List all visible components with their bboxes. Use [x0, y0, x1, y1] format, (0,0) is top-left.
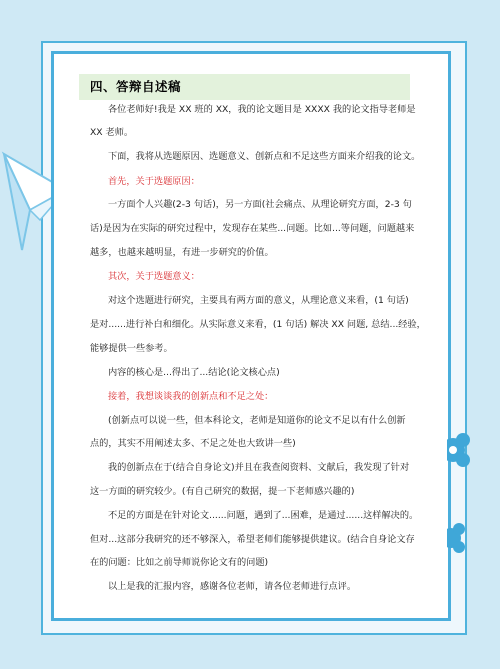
paragraph-line: 我的创新点在于(结合自身论文)并且在我查阅资料、文献后，我发现了针对	[108, 462, 410, 473]
subheading-line: 首先，关于选题原因：	[108, 176, 200, 187]
flower-icon	[447, 520, 471, 556]
paragraph-line: 各位老师好!我是 XX 班的 XX，我的论文题目是 XXXX 我的论文指导老师是	[108, 104, 416, 115]
paragraph-line: 不足的方面是在针对论文......问题，遇到了...困难，是通过......这样解决的。	[108, 510, 419, 521]
paragraph-line: (创新点可以说一些，但本科论文，老师是知道你的论文不足以有什么创新	[108, 415, 406, 426]
paragraph-line: 是对......进行补白和细化。从实际意义来看，(1 句话) 解决 XX 问题, 总结...经验，	[90, 319, 426, 330]
paragraph-line: 越多，也越来越明显，有进一步研究的价值。	[90, 247, 274, 258]
paragraph-line: 话)是因为在实际的研究过程中，发现存在某些...问题。比如...等问题，问题越来	[90, 223, 415, 234]
paragraph-line: 但对...这部分我研究的还不够深入，希望老师们能够提供建议。(结合自身论文存	[90, 534, 415, 545]
paragraph-line: 对这个选题进行研究，主要具有两方面的意义，从理论意义来看，(1 句话)	[108, 295, 409, 306]
flower-icon	[447, 430, 477, 470]
paragraph-line: 能够提供一些参考。	[90, 343, 173, 354]
paragraph-line: 下面，我将从选题原因、选题意义、创新点和不足这些方面来介绍我的论文。	[108, 151, 421, 162]
subheading-line: 其次，关于选题意义：	[108, 271, 200, 282]
paragraph-line: 点的，其实不用阐述太多、不足之处也大致讲一些)	[90, 438, 296, 449]
section-heading: 四、答辩自述稿	[90, 79, 182, 94]
paragraph-line: XX 老师。	[90, 127, 134, 138]
paragraph-line: 内容的核心是...得出了...结论(论文核心点)	[108, 367, 280, 378]
subheading-line: 接着，我想谈谈我的创新点和不足之处：	[108, 391, 274, 402]
paragraph-line: 一方面个人兴趣(2-3 句话)，另一方面(社会痛点、从理论研究方面，2-3 句	[108, 199, 412, 210]
paragraph-line: 以上是我的汇报内容，感谢各位老师，请各位老师进行点评。	[108, 581, 357, 592]
paragraph-line: 在的问题：比如之前导师说你论文有的问题)	[90, 557, 269, 568]
paragraph-line: 这一方面的研究较少。(有自己研究的数据，提一下老师感兴趣的)	[90, 486, 355, 497]
